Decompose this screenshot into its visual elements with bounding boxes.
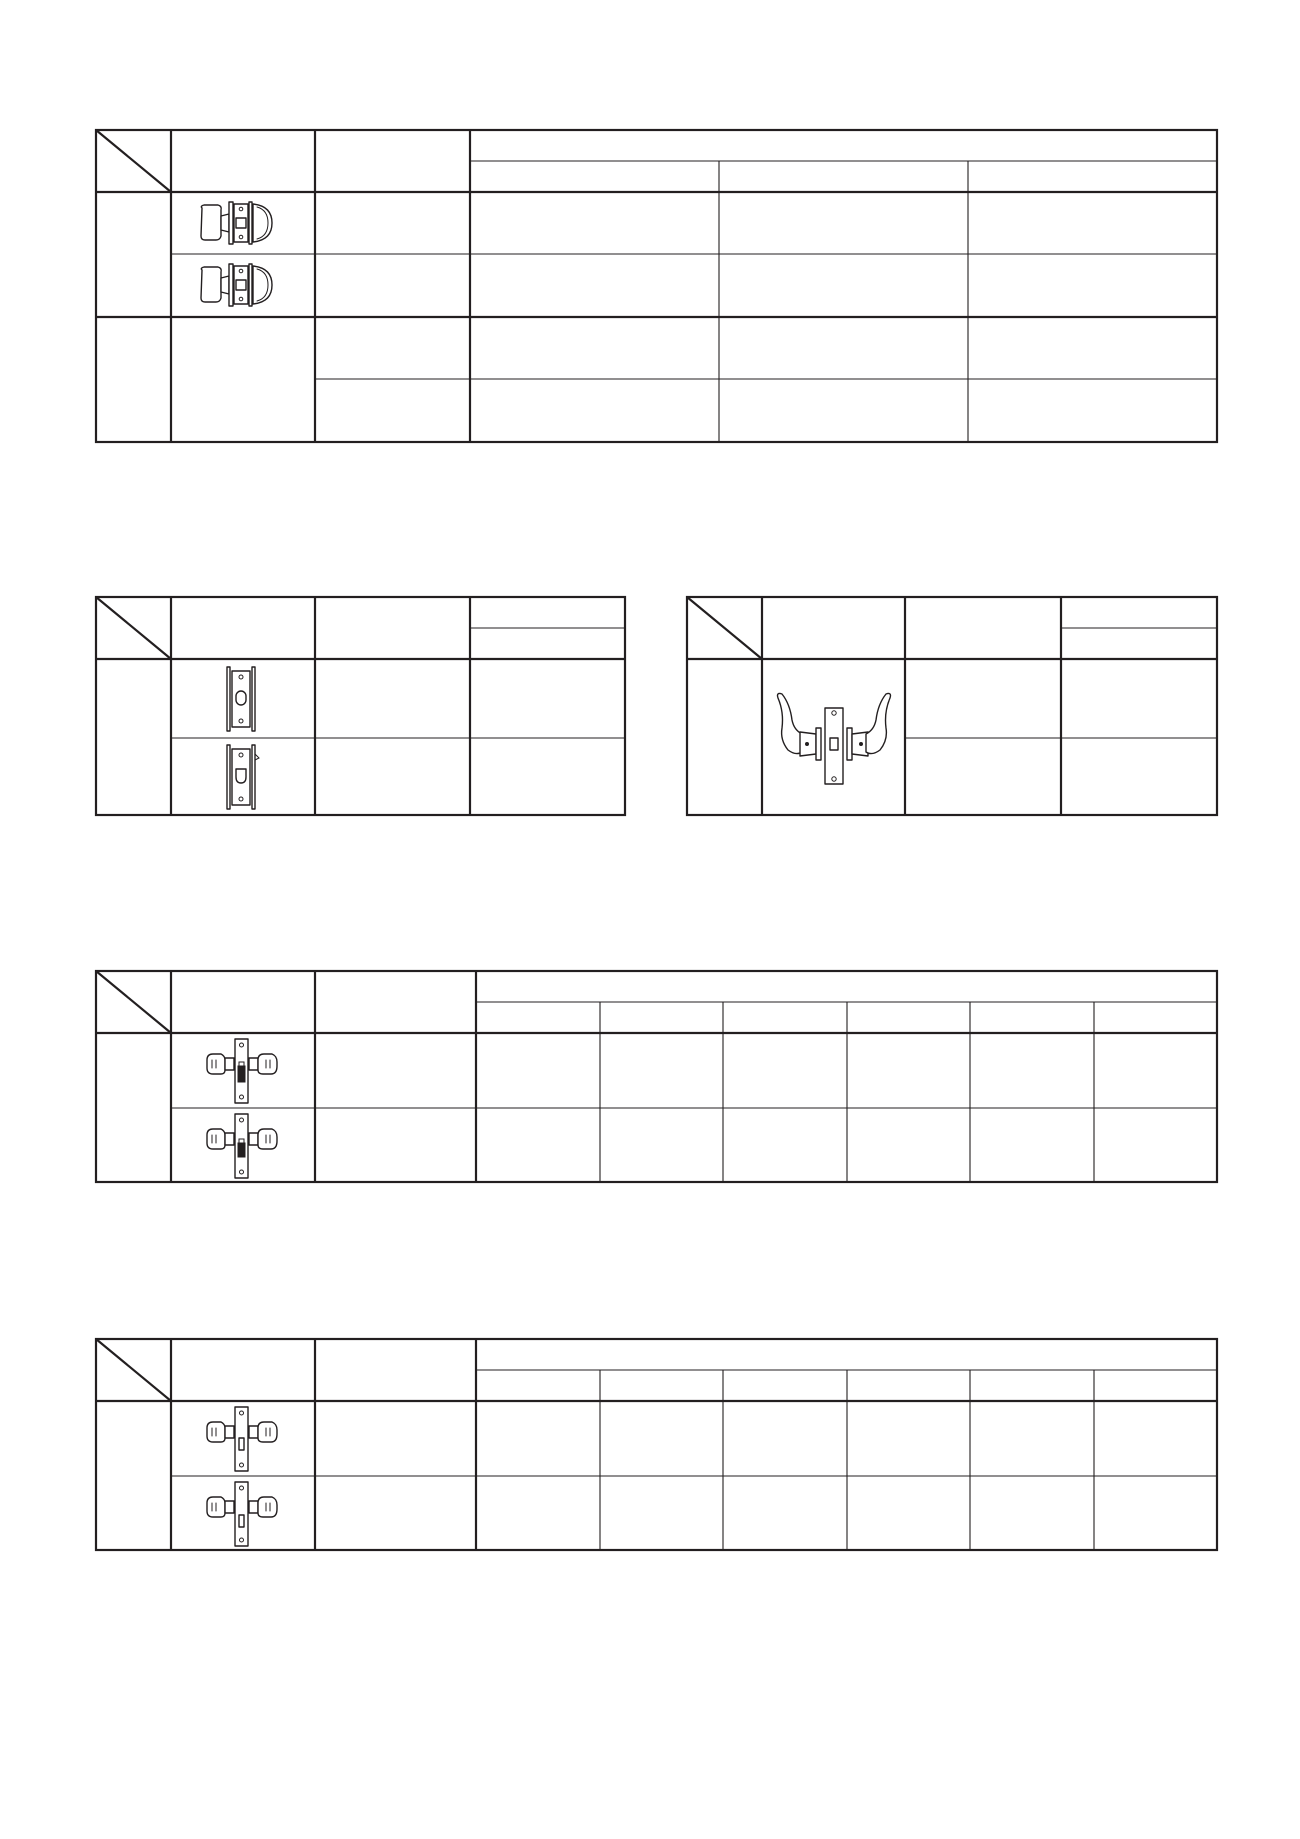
header-diagonal [96,1339,171,1401]
tubular-knob-lock-icon [196,258,288,312]
tubular-knob-lock-icon [196,196,288,250]
double-cylinder-deadbolt-icon [203,1111,283,1181]
double-cylinder-deadbolt-icon [203,1036,283,1106]
double-cylinder-lock-icon [203,1479,283,1549]
tubular-latch-icon [222,664,262,734]
double-cylinder-lock-icon [203,1404,283,1474]
deadlatch-icon [222,742,262,812]
lever-lock-icon [772,682,896,794]
